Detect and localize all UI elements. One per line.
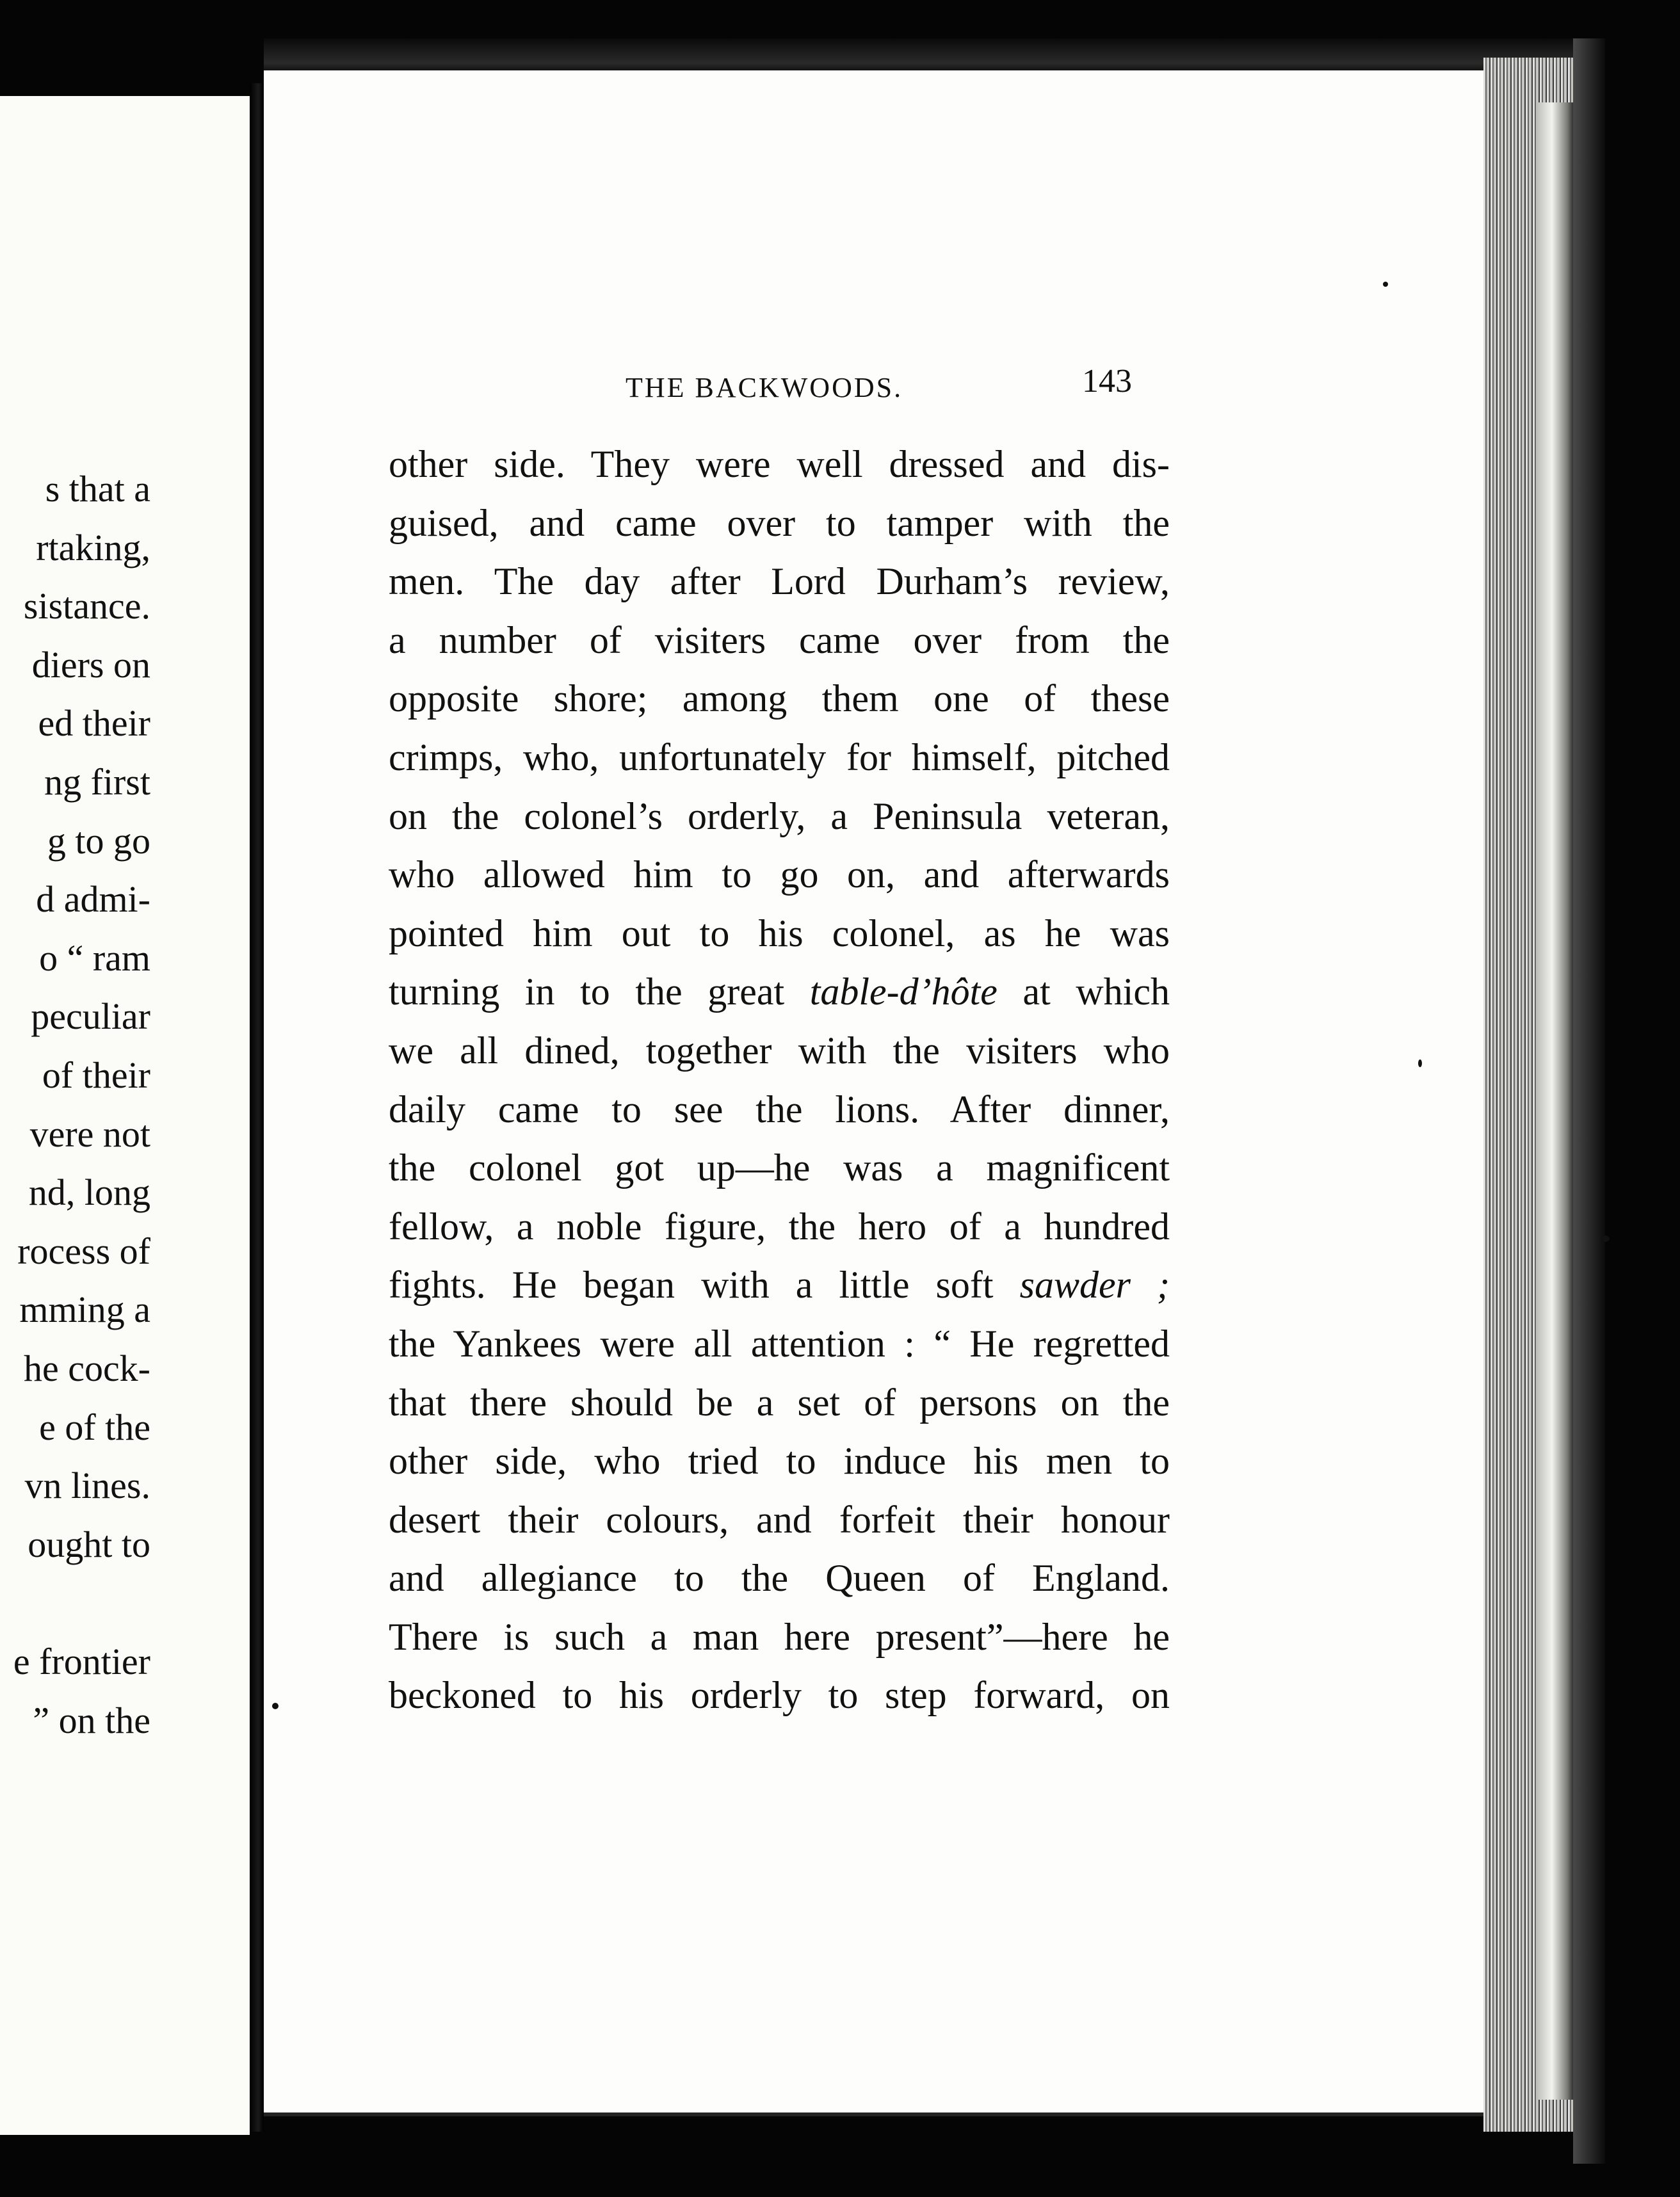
scan-speck — [1383, 282, 1388, 287]
previous-page-line: peculiar — [31, 995, 150, 1038]
previous-page-line: diers on — [31, 643, 150, 686]
text-run: a number of visiters came over from the — [389, 618, 1170, 661]
text-run: pointed him out to his colonel, as he was — [389, 912, 1170, 954]
text-run: the Yankees were all attention : “ He regretted — [389, 1322, 1170, 1365]
cover-edge — [1573, 38, 1605, 2164]
page-gutter — [250, 83, 264, 2132]
previous-page-line: d admi- — [36, 878, 150, 921]
previous-page-line: e frontier — [13, 1641, 150, 1682]
previous-page-line: rtaking, — [36, 526, 150, 568]
text-run: opposite shore; among them one of these — [389, 677, 1170, 720]
previous-page-line: o “ ram — [39, 937, 150, 979]
text-line — [389, 728, 1170, 787]
text-line — [389, 1432, 1170, 1491]
italic-run: sawder ; — [1019, 1264, 1170, 1307]
previous-page-line: s that a — [45, 468, 150, 510]
text-run: at which — [997, 970, 1170, 1013]
previous-page-line: of their — [42, 1054, 150, 1096]
previous-page-line: vn lines. — [24, 1465, 150, 1507]
previous-page-line: g to go — [47, 819, 150, 862]
text-run: fights. He began with a little soft — [389, 1264, 1020, 1307]
text-line — [389, 1256, 1170, 1315]
text-line — [389, 435, 1170, 494]
text-line — [389, 905, 1170, 963]
body-text — [389, 435, 1170, 1725]
text-run: There is such a man here present”—here he — [389, 1615, 1170, 1658]
text-run: other side, who tried to induce his men to — [389, 1440, 1170, 1483]
scan-speck — [272, 1703, 279, 1709]
previous-page-line: ed their — [38, 702, 150, 744]
top-edge-shadow — [264, 38, 1576, 74]
text-line — [389, 494, 1170, 553]
text-run: guised, and came over to tamper with the — [389, 501, 1170, 544]
text-run: crimps, who, unfortunately for himself, pitched — [389, 736, 1170, 778]
italic-run: table-d’hôte — [809, 970, 998, 1013]
text-line — [389, 963, 1170, 1022]
previous-page-line: ought to — [28, 1523, 150, 1565]
text-line — [389, 1549, 1170, 1608]
text-line — [389, 1081, 1170, 1139]
text-run: other side. They were well dressed and dis- — [389, 443, 1170, 485]
text-line — [389, 1491, 1170, 1550]
scan-speck — [1418, 1059, 1422, 1067]
text-line — [389, 670, 1170, 728]
text-line — [389, 1315, 1170, 1374]
text-run: the colonel got up—he was a magnificent — [389, 1147, 1170, 1189]
previous-page-line: rocess of — [17, 1230, 150, 1272]
text-run: daily came to see the lions. After dinner, — [389, 1088, 1170, 1131]
text-line — [389, 1022, 1170, 1081]
text-line — [389, 1666, 1170, 1725]
previous-page-line: nd, long — [28, 1171, 150, 1214]
text-line — [389, 787, 1170, 846]
previous-page-line: sistance. — [23, 585, 150, 627]
text-run: we all dined, together with the visiters who — [389, 1029, 1170, 1072]
text-run: beckoned to his orderly to step forward, on — [389, 1674, 1170, 1717]
text-run: fellow, a noble figure, the hero of a hundred — [389, 1205, 1170, 1248]
previous-page-line: e of the — [39, 1406, 150, 1448]
text-run: and allegiance to the Queen of England. — [389, 1557, 1170, 1600]
text-run: on the colonel’s orderly, a Peninsula veteran, — [389, 794, 1170, 837]
text-line — [389, 1198, 1170, 1257]
previous-page-fragment — [0, 96, 250, 2135]
running-head: THE BACKWOODS. — [626, 372, 903, 403]
text-line — [389, 1374, 1170, 1433]
text-line — [389, 552, 1170, 611]
text-run: men. The day after Lord Durham’s review, — [389, 560, 1170, 603]
page-header — [264, 358, 1483, 410]
text-line — [389, 1139, 1170, 1198]
previous-page-line: ng first — [44, 761, 150, 803]
page-block-shading — [1537, 102, 1575, 2100]
text-line — [389, 611, 1170, 670]
text-run: turning in to the great — [389, 970, 810, 1013]
scan-speck — [1601, 1235, 1610, 1242]
previous-page-line: vere not — [29, 1113, 150, 1155]
text-line — [389, 1608, 1170, 1667]
text-run: that there should be a set of persons on the — [389, 1381, 1170, 1424]
page-number: 143 — [1082, 363, 1132, 399]
previous-page-line: ” on the — [33, 1699, 150, 1741]
text-run: who allowed him to go on, and afterwards — [389, 853, 1170, 896]
current-page — [264, 70, 1483, 2116]
previous-page-line: he cock- — [23, 1348, 150, 1389]
previous-page-line: mming a — [19, 1289, 150, 1331]
text-run: desert their colours, and forfeit their honour — [389, 1498, 1170, 1541]
text-line — [389, 846, 1170, 905]
